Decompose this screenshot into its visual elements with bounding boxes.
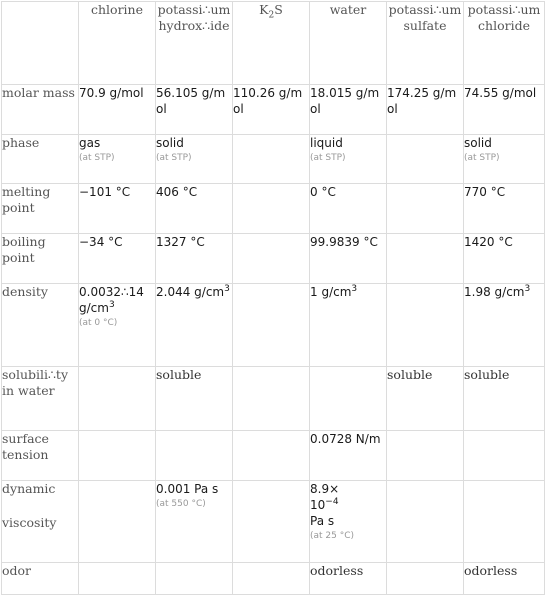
cell-molar-mass-k2so4: 174.25 g/mol	[387, 85, 464, 135]
viscosity-base: 10	[310, 498, 326, 512]
cell-odor-chlorine	[79, 563, 156, 595]
cell-solubility-k2so4: soluble	[387, 367, 464, 431]
cell-density-k2so4	[387, 284, 464, 367]
row-label-odor: odor	[2, 563, 79, 595]
table-row	[2, 284, 545, 367]
cell-molar-mass-kcl: 74.55 g/mol	[464, 85, 545, 135]
table-row	[2, 85, 545, 135]
header-potassium-hydroxide: potassi∴um hydrox∴ide	[156, 2, 233, 85]
table-row	[2, 135, 545, 184]
row-label-phase: phase	[2, 135, 79, 184]
phase-value: solid	[464, 136, 492, 150]
density-exponent: 3	[108, 300, 115, 310]
cell-phase-koh	[156, 135, 233, 184]
cell-density-kcl	[464, 284, 545, 367]
table-row	[2, 234, 545, 284]
row-label-molar-mass: molar mass	[2, 85, 79, 135]
cell-viscosity-k2s	[233, 481, 310, 563]
cell-surface-k2s	[233, 431, 310, 481]
phase-value: solid	[156, 136, 184, 150]
cell-phase-water	[310, 135, 387, 184]
cell-odor-k2so4	[387, 563, 464, 595]
cell-melting-chlorine: −101 °C	[79, 184, 156, 234]
cell-molar-mass-koh: 56.105 g/mol	[156, 85, 233, 135]
cell-surface-kcl	[464, 431, 545, 481]
k2s-base: K	[259, 2, 269, 17]
header-corner	[2, 2, 79, 85]
phase-note: (at STP)	[156, 153, 192, 163]
row-label-boiling-point: boiling point	[2, 234, 79, 284]
cell-viscosity-chlorine	[79, 481, 156, 563]
cell-solubility-kcl: soluble	[464, 367, 545, 431]
cell-viscosity-koh	[156, 481, 233, 563]
cell-solubility-koh: soluble	[156, 367, 233, 431]
cell-boiling-water: 99.9839 °C	[310, 234, 387, 284]
cell-solubility-k2s	[233, 367, 310, 431]
cell-molar-mass-k2s: 110.26 g/mol	[233, 85, 310, 135]
cell-boiling-k2so4	[387, 234, 464, 284]
cell-surface-chlorine	[79, 431, 156, 481]
density-value: 1 g/cm	[310, 285, 352, 299]
cell-phase-kcl	[464, 135, 545, 184]
cell-viscosity-k2so4	[387, 481, 464, 563]
header-k2s	[233, 2, 310, 85]
cell-viscosity-kcl	[464, 481, 545, 563]
table-row	[2, 367, 545, 431]
table-row	[2, 481, 545, 563]
viscosity-mantissa: 8.9×	[310, 482, 340, 496]
phase-value: gas	[79, 136, 101, 150]
header-water: water	[310, 2, 387, 85]
cell-odor-k2s	[233, 563, 310, 595]
cell-melting-water: 0 °C	[310, 184, 387, 234]
density-note: (at 0 °C)	[79, 318, 118, 328]
cell-density-water	[310, 284, 387, 367]
phase-value: liquid	[310, 136, 343, 150]
header-row	[2, 2, 545, 85]
cell-phase-k2s	[233, 135, 310, 184]
phase-note: (at STP)	[310, 153, 346, 163]
phase-note: (at STP)	[79, 153, 115, 163]
density-exponent: 3	[351, 284, 358, 294]
row-label-density: density	[2, 284, 79, 367]
phase-note: (at STP)	[464, 153, 500, 163]
viscosity-note: (at 550 °C)	[156, 499, 206, 509]
cell-density-koh	[156, 284, 233, 367]
density-value: 1.98 g/cm	[464, 285, 525, 299]
table-row	[2, 431, 545, 481]
properties-table	[1, 1, 545, 595]
cell-surface-water: 0.0728 N/m	[310, 431, 387, 481]
cell-boiling-k2s	[233, 234, 310, 284]
cell-molar-mass-chlorine: 70.9 g/mol	[79, 85, 156, 135]
viscosity-note: (at 25 °C)	[310, 531, 355, 541]
cell-phase-chlorine	[79, 135, 156, 184]
row-label-dynamic-viscosity	[2, 481, 79, 563]
row-label-melting-point: melting point	[2, 184, 79, 234]
cell-odor-kcl: odorless	[464, 563, 545, 595]
cell-melting-k2s	[233, 184, 310, 234]
viscosity-unit: Pa s	[310, 514, 335, 528]
viscosity-value: 0.001 Pa s	[156, 482, 219, 496]
row-label-solubility: solubili∴ty in water	[2, 367, 79, 431]
table-row	[2, 184, 545, 234]
cell-odor-water: odorless	[310, 563, 387, 595]
viscosity-label-line2: viscosity	[2, 515, 57, 530]
density-value: 2.044 g/cm	[156, 285, 225, 299]
cell-solubility-chlorine	[79, 367, 156, 431]
cell-density-k2s	[233, 284, 310, 367]
k2s-subscript: 2	[268, 10, 275, 21]
cell-density-chlorine	[79, 284, 156, 367]
density-exponent: 3	[224, 284, 230, 294]
viscosity-label-line1: dynamic	[2, 481, 56, 496]
header-potassium-chloride: potassi∴um chloride	[464, 2, 545, 85]
table-row	[2, 563, 545, 595]
cell-melting-k2so4	[387, 184, 464, 234]
cell-surface-koh	[156, 431, 233, 481]
header-potassium-sulfate: potassi∴um sulfate	[387, 2, 464, 85]
density-value: 0.0032∴14 g/cm	[79, 285, 144, 315]
cell-boiling-chlorine: −34 °C	[79, 234, 156, 284]
viscosity-exponent: −4	[325, 497, 339, 507]
row-label-surface-tension: surface tension	[2, 431, 79, 481]
cell-boiling-koh: 1327 °C	[156, 234, 233, 284]
density-exponent: 3	[524, 284, 531, 294]
cell-surface-k2so4	[387, 431, 464, 481]
cell-odor-koh	[156, 563, 233, 595]
cell-molar-mass-water: 18.015 g/mol	[310, 85, 387, 135]
cell-phase-k2so4	[387, 135, 464, 184]
cell-melting-kcl: 770 °C	[464, 184, 545, 234]
cell-viscosity-water	[310, 481, 387, 563]
cell-boiling-kcl: 1420 °C	[464, 234, 545, 284]
cell-melting-koh: 406 °C	[156, 184, 233, 234]
header-chlorine: chlorine	[79, 2, 156, 85]
k2s-tail: S	[274, 2, 283, 17]
cell-solubility-water	[310, 367, 387, 431]
